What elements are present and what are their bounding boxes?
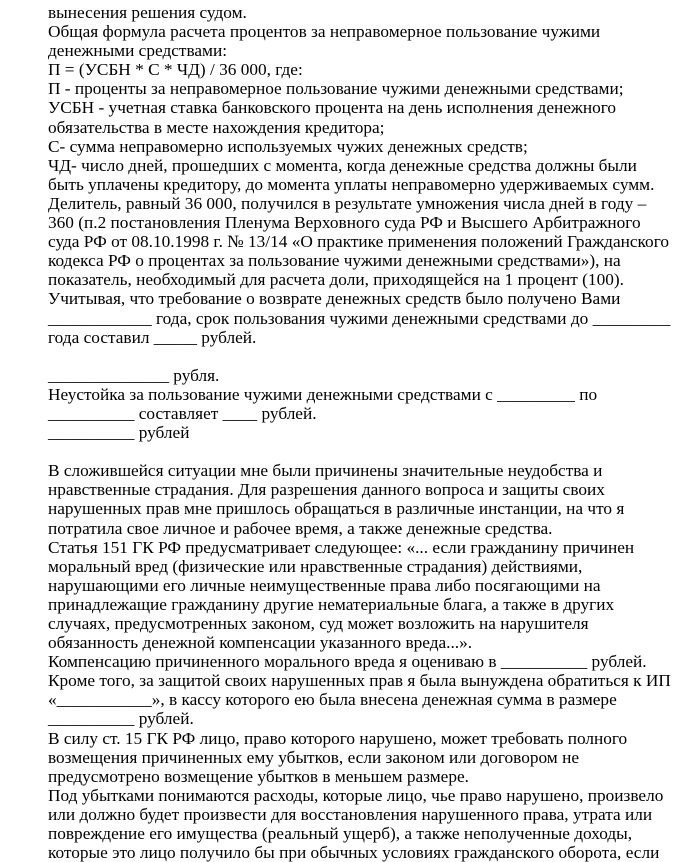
text-line: предусмотрено возмещение убытков в меньшем размере.: [48, 766, 469, 786]
text-line: Компенсацию причиненного морального вреда я оцениваю в __________ рублей.: [48, 652, 647, 672]
text-line: нравственные страдания. Для разрешения данного вопроса и защиты своих: [48, 480, 605, 500]
text-line: вынесения решения судом.: [48, 3, 247, 22]
blank-line: [48, 442, 688, 461]
text-line: Кроме того, за защитой своих нарушенных прав я была вынуждена обратиться к ИП: [48, 671, 671, 691]
text-line: «___________», в кассу которого ею была внесена денежная сумма в размере: [48, 690, 617, 710]
formula-line: П = (УСБН * С * ЧД) / 36 000, где:: [48, 60, 303, 80]
text-line: Под убытками понимаются расходы, которые лицо, чье право нарушено, произвело: [48, 785, 664, 805]
text-line: которые это лицо получило бы при обычных условиях гражданского оборота, если: [48, 843, 660, 862]
text-line: С- сумма неправомерно используемых чужих денежных средств;: [48, 136, 528, 156]
document-page: [48, 3, 688, 862]
text-line: П - проценты за неправомерное пользование чужими денежными средствами;: [48, 79, 624, 99]
text-line: повреждение его имущества (реальный ущерб), а также неполученные доходы,: [48, 824, 633, 844]
text-line: показатель, необходимый для расчета доли, приходящейся на 1 процент (100).: [48, 270, 624, 290]
text-line: Делитель, равный 36 000, получился в результате умножения числа дней в году –: [48, 193, 647, 213]
text-line: быть уплачены кредитору, до момента уплаты неправомерно удерживаемых сумм.: [48, 174, 655, 194]
text-line: Учитывая, что требование о возврате денежных средств было получено Вами: [48, 289, 621, 309]
text-line: Неустойка за пользование чужими денежными средствами с _________ по: [48, 384, 598, 404]
text-line: Статья 151 ГК РФ предусматривает следующее: «... если гражданину причинен: [48, 537, 635, 557]
text-line: нарушенных прав мне пришлось обращаться в различные инстанции, на что я: [48, 499, 625, 519]
text-line: В сложившейся ситуации мне были причинены значительные неудобства и: [48, 461, 603, 481]
text-line: В силу ст. 15 ГК РФ лицо, право которого нарушено, может требовать полного: [48, 728, 628, 748]
blank-line: [48, 347, 688, 366]
text-line: ______________ рубля.: [48, 365, 220, 385]
text-line: нарушающими его личные неимущественные права либо посягающими на: [48, 575, 601, 595]
text-line: __________ рублей.: [48, 709, 194, 729]
text-line: кодекса РФ о процентах за пользование чужими денежными средствами»), на: [48, 251, 621, 271]
text-line: ____________ года, срок пользования чужими денежными средствами до _________: [48, 308, 671, 328]
text-line: принадлежащие гражданину другие нематериальные блага, а также в других: [48, 594, 615, 614]
text-line: Общая формула расчета процентов за неправомерное пользование чужими: [48, 22, 601, 42]
text-line: суда РФ от 08.10.1998 г. № 13/14 «О практике применения положений Гражданского: [48, 232, 669, 252]
text-line: потратила свое личное и рабочее время, а также денежные средства.: [48, 518, 553, 538]
text-line: обязанность денежной компенсации указанного вреда...».: [48, 633, 473, 653]
text-line: моральный вред (физические или нравственные страдания) действиями,: [48, 556, 583, 576]
text-line: __________ составляет ____ рублей.: [48, 403, 317, 423]
text-line: года составил _____ рублей.: [48, 327, 257, 347]
text-line: УСБН - учетная ставка банковского процента на день исполнения денежного: [48, 98, 617, 118]
text-line: ЧД- число дней, прошедших с момента, когда денежные средства должны были: [48, 155, 637, 175]
text-line: денежными средствами:: [48, 41, 228, 61]
text-line: возмещения причиненных ему убытков, если законом или договором не: [48, 747, 579, 767]
text-line: или должно будет произвести для восстановления нарушенного права, утрата или: [48, 804, 653, 824]
text-line: __________ рублей: [48, 423, 190, 443]
text-line: обязательства в месте нахождения кредитора;: [48, 117, 385, 137]
text-line: случаях, предусмотренных законом, суд может возложить на нарушителя: [48, 614, 589, 633]
text-line: 360 (п.2 постановления Пленума Верховного суда РФ и Высшего Арбитражного: [48, 213, 641, 233]
